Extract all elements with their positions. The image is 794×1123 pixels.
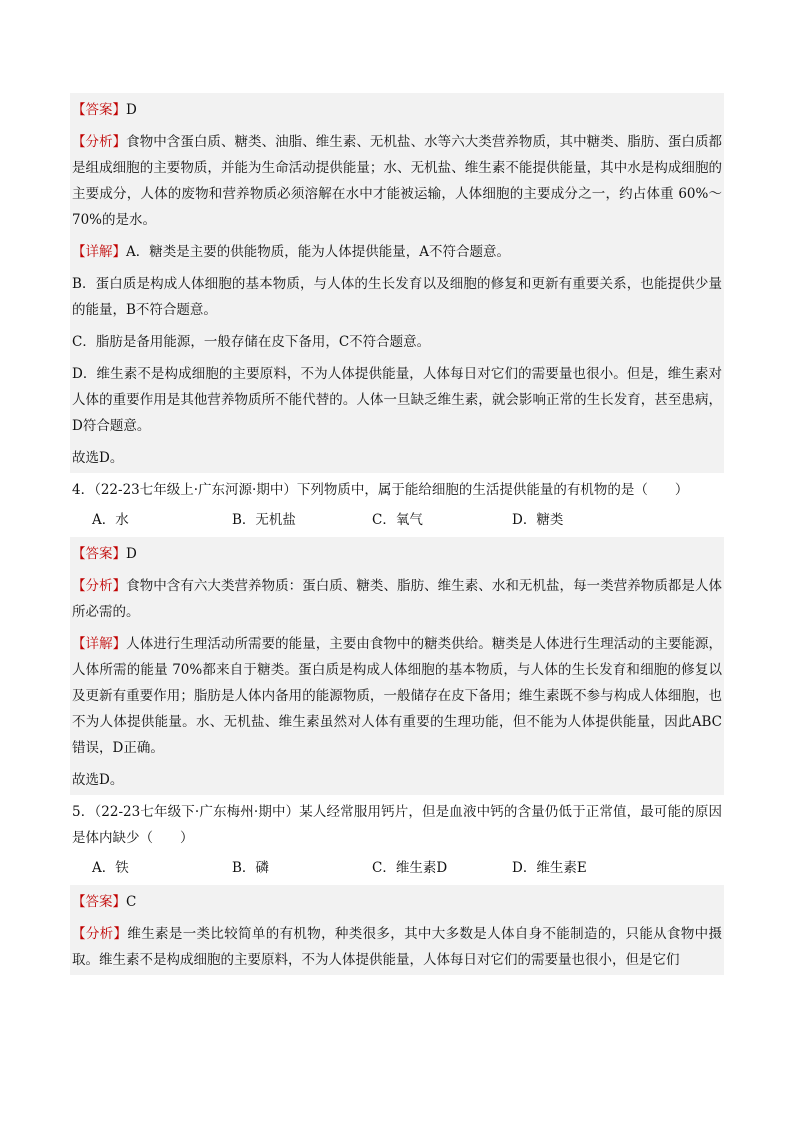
q3-analysis — [70, 125, 724, 235]
q4-solution — [70, 537, 724, 795]
answer-tag: 【答案】 — [72, 102, 126, 118]
q4-option-a: A．水 — [92, 512, 129, 528]
q3-answer-value: D — [126, 102, 137, 118]
q3-answer — [70, 93, 724, 125]
q5-analysis-text: 维生素是一类比较简单的有机物，种类很多，其中大多数是人体自身不能制造的，只能从食物中摄取。维生素不是构成细胞的主要原料，不为人体提供能量，人体每日对它们的需要量也很小，但是它们 — [72, 926, 723, 968]
q3-detail-a — [70, 235, 724, 267]
q3-detail-c: C．脂肪是备用能源，一般存储在皮下备用，C不符合题意。 — [72, 334, 431, 350]
q5-option-d: D．维生素E — [512, 860, 587, 876]
q3-analysis-text: 食物中含蛋白质、糖类、油脂、维生素、无机盐、水等六大类营养物质，其中糖类、脂肪、蛋白质都是组成细胞的主要物质，并能为生命活动提供能量；水、无机盐、维生素不能提供能量，其中水是构成细胞的主要成分，人体的废物和营养物质必须溶解在水中才能被运输，人体细胞的主要成分之一，约占体重 60%～70%的是水。 — [72, 134, 723, 228]
analysis-tag: 【分析】 — [72, 926, 128, 942]
analysis-tag: 【分析】 — [72, 134, 127, 150]
q5-stem: 5．（22-23七年级下·广东梅州·期中）某人经常服用钙片，但是血液中钙的含量仍低于正常值，最可能的原因是体内缺少（ ） — [72, 804, 722, 846]
q4-answer — [70, 537, 724, 569]
detail-tag: 【详解】 — [72, 636, 127, 652]
q4-detail — [70, 627, 724, 763]
detail-tag: 【详解】 — [72, 244, 126, 260]
q4-option-c: C．氧气 — [372, 512, 423, 528]
q5-option-b: B．磷 — [232, 860, 269, 876]
q5-analysis — [70, 917, 724, 975]
analysis-tag: 【分析】 — [72, 578, 127, 594]
q5-answer — [70, 885, 724, 917]
answer-tag: 【答案】 — [72, 546, 126, 562]
q5-solution — [70, 885, 724, 975]
q4-detail-text: 人体进行生理活动所需要的能量，主要由食物中的糖类供给。糖类是人体进行生理活动的主要能源，人体所需的能量 70%都来自于糖类。蛋白质是构成人体细胞的基本物质，与人体的生长发育和细胞的修复以及更新有重要作用；脂肪是人体内备用的能源物质，一般储存在皮下备用；维生素既不参与构成人体细胞，也不为人体提供能量。水、无机盐、维生素虽然对人体有重要的生理功能，但不能为人体提供能量，因此ABC错误，D正确。 — [72, 636, 723, 756]
q3-solution — [70, 93, 724, 473]
answer-tag: 【答案】 — [72, 894, 126, 910]
q5-option-a: A．铁 — [92, 860, 129, 876]
q4-analysis — [70, 569, 724, 627]
q3-detail-a-text: A．糖类是主要的供能物质，能为人体提供能量，A不符合题意。 — [126, 244, 510, 260]
q5-option-c: C．维生素D — [372, 860, 448, 876]
q3-conclusion: 故选D。 — [72, 450, 124, 466]
q4-option-d: D．糖类 — [512, 512, 564, 528]
q5-answer-value: C — [126, 894, 137, 910]
q5-options — [70, 853, 724, 883]
q4-conclusion: 故选D。 — [72, 772, 124, 788]
q4-stem: 4．（22-23七年级上·广东河源·期中）下列物质中，属于能给细胞的生活提供能量的有机物的是（ ） — [72, 482, 689, 498]
q4-answer-value: D — [126, 546, 137, 562]
q4-option-b: B．无机盐 — [232, 512, 296, 528]
q4-options — [70, 505, 724, 535]
q4-analysis-text: 食物中含有六大类营养物质：蛋白质、糖类、脂肪、维生素、水和无机盐，每一类营养物质都是人体所必需的。 — [72, 578, 723, 620]
q3-detail-d: D．维生素不是构成细胞的主要原料，不为人体提供能量，人体每日对它们的需要量也很小。但是，维生素对人体的重要作用是其他营养物质所不能代替的。人体一旦缺乏维生素，就会影响正常的生长发育，甚至患病，D符合题意。 — [72, 366, 722, 434]
q3-detail-b: B．蛋白质是构成人体细胞的基本物质，与人体的生长发育以及细胞的修复和更新有重要关系，也能提供少量的能量，B不符合题意。 — [72, 276, 722, 318]
page-content — [70, 93, 724, 975]
